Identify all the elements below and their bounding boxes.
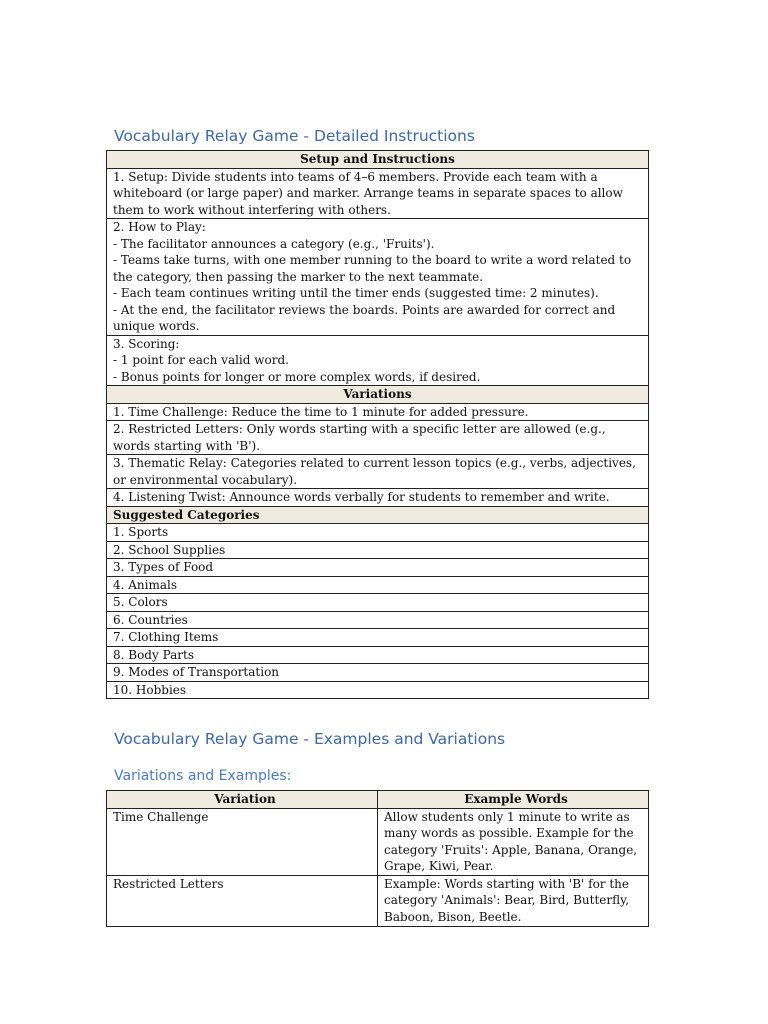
- how-to-play-step: - Each team continues writing until the timer ends (suggested time: 2 minutes).: [113, 286, 599, 300]
- how-to-play-step: - The facilitator announces a category (e.g., 'Fruits').: [113, 236, 435, 251]
- setup-row: 1. Setup: Divide students into teams of 4–6 members. Provide each team with a whiteboard (or large paper) and marker. Arrange teams in separate spaces to allow them to work without interfering with others.: [107, 168, 649, 219]
- scoring-heading: 3. Scoring:: [113, 336, 180, 351]
- category-row: 8. Body Parts: [107, 646, 649, 664]
- variations-header: Variations: [107, 386, 649, 404]
- section-title-instructions: Vocabulary Relay Game - Detailed Instructions: [114, 127, 475, 145]
- scoring-rule: - Bonus points for longer or more complex words, if desired.: [113, 369, 481, 384]
- variation-row: 4. Listening Twist: Announce words verbally for students to remember and write.: [107, 489, 649, 507]
- column-header-example-words: Example Words: [378, 791, 649, 809]
- category-row: 1. Sports: [107, 524, 649, 542]
- variation-name: Time Challenge: [107, 808, 378, 875]
- instructions-table: [106, 150, 649, 699]
- categories-header: Suggested Categories: [107, 506, 649, 524]
- category-row: 9. Modes of Transportation: [107, 664, 649, 682]
- example-words: Example: Words starting with 'B' for the category 'Animals': Bear, Bird, Butterfly, Baboon, Bison, Beetle.: [378, 875, 649, 926]
- column-header-variation: Variation: [107, 791, 378, 809]
- section-title-examples: Vocabulary Relay Game - Examples and Variations: [114, 730, 506, 748]
- how-to-play-step: - Teams take turns, with one member running to the board to write a word related to the category, then passing the marker to the next teammate.: [113, 253, 632, 284]
- variation-row: 1. Time Challenge: Reduce the time to 1 minute for added pressure.: [107, 403, 649, 421]
- subsection-title-variations: Variations and Examples:: [114, 768, 292, 784]
- category-row: 5. Colors: [107, 594, 649, 612]
- scoring-row: [107, 335, 649, 386]
- how-to-play-heading: 2. How to Play:: [113, 220, 206, 234]
- examples-table: [106, 790, 649, 927]
- how-to-play-step: - At the end, the facilitator reviews the boards. Points are awarded for correct and unique words.: [113, 302, 616, 333]
- example-words: Allow students only 1 minute to write as many words as possible. Example for the category 'Fruits': Apple, Banana, Orange, Grape, Kiwi, Pear.: [378, 808, 649, 875]
- category-row: 10. Hobbies: [107, 681, 649, 699]
- variation-row: 3. Thematic Relay: Categories related to current lesson topics (e.g., verbs, adjectives, or environmental vocabulary).: [107, 455, 649, 489]
- how-to-play-row: [107, 219, 649, 336]
- category-row: 3. Types of Food: [107, 559, 649, 577]
- setup-header: Setup and Instructions: [107, 151, 649, 169]
- category-row: 2. School Supplies: [107, 541, 649, 559]
- variation-name: Restricted Letters: [107, 875, 378, 926]
- variation-row: 2. Restricted Letters: Only words starting with a specific letter are allowed (e.g., words starting with 'B').: [107, 421, 649, 455]
- category-row: 6. Countries: [107, 611, 649, 629]
- scoring-rule: - 1 point for each valid word.: [113, 353, 289, 367]
- category-row: 7. Clothing Items: [107, 629, 649, 647]
- category-row: 4. Animals: [107, 576, 649, 594]
